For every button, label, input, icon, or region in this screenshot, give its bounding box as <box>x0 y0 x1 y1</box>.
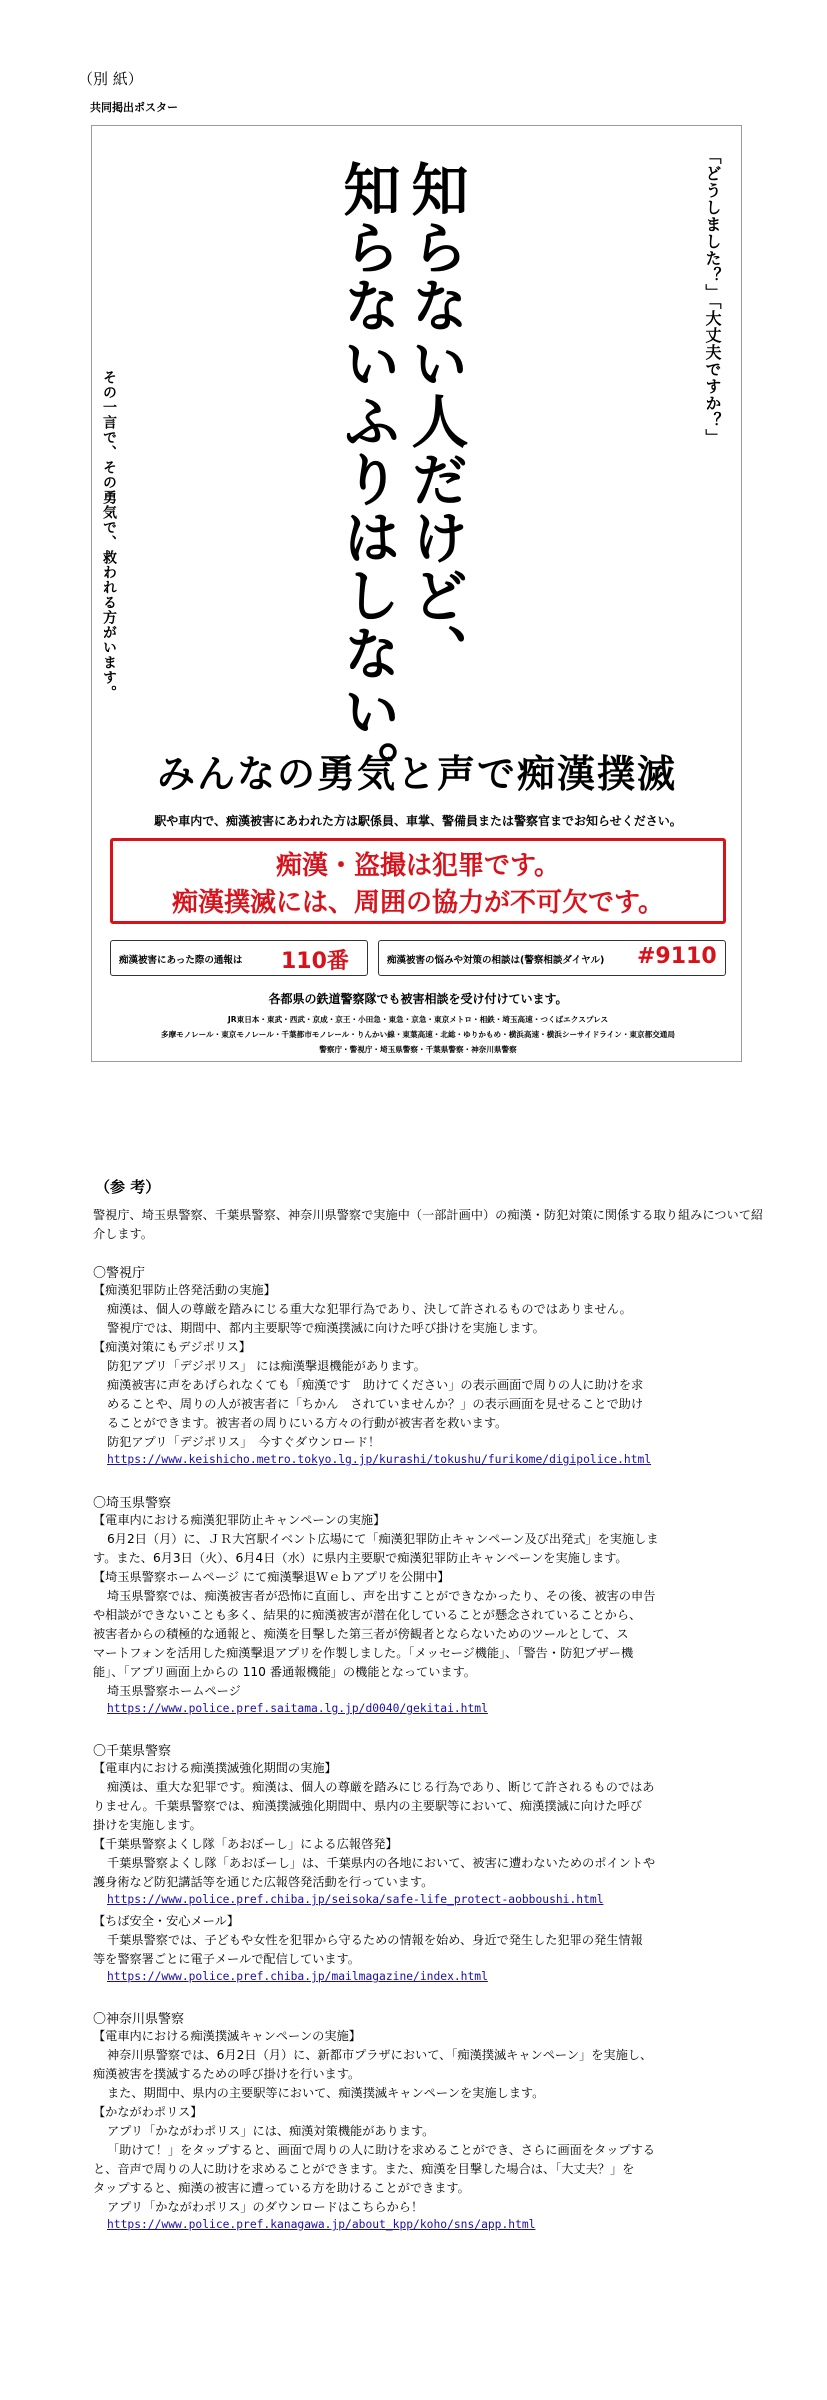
section-keishicho-title: 〇警視庁 <box>93 1266 146 1281</box>
saitama-line: 【埼玉県警察ホームページ にて痴漢撃退Ｗｅｂアプリを公開中】 <box>93 1570 450 1584</box>
keishicho-line: 防犯アプリ「デジポリス」 には痴漢撃退機能があります。 <box>107 1359 426 1373</box>
kanagawa-link[interactable]: https://www.police.pref.kanagawa.jp/about_kpp/koho/sns/app.html <box>107 2218 536 2231</box>
rail-companies-line-1: JR東日本・東武・西武・京成・京王・小田急・東急・京急・東京メトロ・相鉄・埼玉高速・つくばエクスプレス <box>227 1015 609 1024</box>
chiba-line: 痴漢は、重大な犯罪です。痴漢は、個人の尊厳を踏みにじる行為であり、断じて許されるものではあ <box>107 1780 655 1794</box>
chiba-aoboushi-link[interactable]: https://www.police.pref.chiba.jp/seisoka/safe-life_protect-aobboushi.html <box>107 1893 604 1906</box>
kanagawa-line: アプリ「かながわポリス」のダウンロードはこちらから！ <box>107 2200 424 2214</box>
chiba-line: 等を警察署ごとに電子メールで配信しています。 <box>93 1952 360 1966</box>
kanagawa-line: 【かながわポリス】 <box>93 2105 203 2119</box>
poster-sub-text: 駅や車内で、痴漢被害にあわれた方は駅係員、車掌、警備員または警察官までお知らせください。 <box>154 814 682 828</box>
saitama-line: 【電車内における痴漢犯罪防止キャンペーンの実施】 <box>93 1513 386 1527</box>
crime-warning-line-2: 痴漢撲滅には、周囲の協力が不可欠です。 <box>172 888 664 918</box>
keishicho-line: 防犯アプリ「デジポリス」 今すぐダウンロード！ <box>107 1435 381 1449</box>
poster-right-quote: 「どうしました？」「大丈夫ですか？」 <box>703 148 722 446</box>
headline-line-2: 知らないふりはしない。 <box>334 160 400 798</box>
keishicho-line: めることや、周りの人が被害者に「ちかん されていませんか？」の表示画面を見せることで助け <box>107 1397 644 1411</box>
chiba-line: 千葉県警察では、子どもや女性を犯罪から守るための情報を始め、身近で発生した犯罪の発生情報 <box>107 1933 643 1947</box>
chiba-line: 掛けを実施します。 <box>93 1818 202 1832</box>
consult-9110-box <box>378 940 726 976</box>
chiba-line: 【ちば安全・安心メール】 <box>93 1914 240 1928</box>
poster-left-copy: その一言で、その勇気で、救われる方がいます。 <box>101 370 117 700</box>
saitama-line: 6月2日（月）に、ＪＲ大宮駅イベント広場にて「痴漢犯罪防止キャンペーン及び出発式」を実施しま <box>107 1532 659 1546</box>
kanagawa-line: 神奈川県警察では、6月2日（月）に、新都市プラザにおいて、「痴漢撲滅キャンペーン」を実施し、 <box>107 2048 653 2062</box>
kanagawa-line: タップすると、痴漢の被害に遭っている方を助けることができます。 <box>93 2181 470 2195</box>
kanagawa-line: 【電車内における痴漢撲滅キャンペーンの実施】 <box>93 2029 361 2043</box>
reference-title: （参 考） <box>95 1178 161 1196</box>
poster-headline <box>333 160 469 798</box>
attachment-label: （別 紙） <box>78 70 143 88</box>
kanagawa-line: アプリ「かながわポリス」には、痴漢対策機能があります。 <box>107 2124 435 2138</box>
kanagawa-line: 痴漢被害を撲滅するための呼び掛けを行います。 <box>93 2067 361 2081</box>
kanagawa-line: また、期間中、県内の主要駅等において、痴漢撲滅キャンペーンを実施します。 <box>107 2086 545 2100</box>
crime-warning-line-1: 痴漢・盗撮は犯罪です。 <box>276 851 560 881</box>
keishicho-link[interactable]: https://www.keishicho.metro.tokyo.lg.jp/kurashi/tokushu/furikome/digipolice.html <box>107 1453 652 1466</box>
section-saitama-title: 〇埼玉県警察 <box>93 1496 172 1511</box>
section-kanagawa-title: 〇神奈川県警察 <box>93 2012 185 2027</box>
saitama-line: 埼玉県警察ホームページ <box>107 1684 241 1698</box>
saitama-line: す。また、6月3日（火）、6月4日（水）に県内主要駅で痴漢犯罪防止キャンペーンを実施します。 <box>93 1551 628 1565</box>
chiba-line: 【電車内における痴漢撲滅強化期間の実施】 <box>93 1761 337 1775</box>
keishicho-line: 痴漢は、個人の尊厳を踏みにじる重大な犯罪行為であり、決して許されるものではありません。 <box>107 1302 632 1316</box>
consult-label: 痴漢被害の悩みや対策の相談は(警察相談ダイヤル) <box>387 955 605 966</box>
rail-companies-line-3: 警察庁・警視庁・埼玉県警察・千葉県警察・神奈川県警察 <box>319 1045 517 1054</box>
keishicho-line: 【痴漢犯罪防止啓発活動の実施】 <box>93 1283 276 1297</box>
chiba-line: りません。千葉県警察では、痴漢撲滅強化期間中、県内の主要駅等において、痴漢撲滅に向けた呼び <box>93 1799 642 1813</box>
chiba-line: 【千葉県警察よくし隊「あおぼーし」による広報啓発】 <box>93 1837 398 1851</box>
headline-line-1: 知らない人だけど、 <box>402 160 468 682</box>
saitama-line: 能」、「アプリ画面上からの 110 番通報機能」の機能となっています。 <box>93 1665 476 1679</box>
poster-slogan: みんなの勇気と声で痴漢撲滅 <box>156 752 677 796</box>
chiba-line: 護身術など防犯講話等を通じた広報啓発活動を行っています。 <box>93 1875 434 1889</box>
keishicho-line: 【痴漢対策にもデジポリス】 <box>93 1340 251 1354</box>
kanagawa-line: 「助けて！」をタップすると、画面で周りの人に助けを求めることができ、さらに画面をタップする <box>107 2143 655 2157</box>
railway-police-note: 各都県の鉄道警察隊でも被害相談を受け付けています。 <box>268 992 568 1006</box>
reference-intro: 警視庁、埼玉県警察、千葉県警察、神奈川県警察で実施中（一部計画中）の痴漢・防犯対策に関係する取り組みについて紹介します。 <box>93 1208 764 1241</box>
saitama-line: や相談ができないことも多く、結果的に痴漢被害が潜在化していることが懸念されていることから、 <box>93 1608 642 1622</box>
keishicho-line: ることができます。被害者の周りにいる方々の行動が被害者を救います。 <box>107 1416 508 1430</box>
kanagawa-line: と、音声で周りの人に助けを求めることができます。また、痴漢を目撃した場合は、「大丈夫？」を <box>93 2162 635 2176</box>
chiba-line: 千葉県警察よくし隊「あおぼーし」は、千葉県内の各地において、被害に遭わないためのポイントや <box>107 1856 656 1870</box>
keishicho-line: 痴漢被害に声をあげられなくても「痴漢です 助けてください」の表示画面で周りの人に助けを求 <box>107 1378 644 1392</box>
report-label: 痴漢被害にあった際の通報は <box>119 955 243 966</box>
poster-subtitle: 共同掲出ポスター <box>90 101 178 114</box>
consult-number: #9110 <box>637 944 717 969</box>
report-110-box <box>110 940 368 976</box>
keishicho-line: 警視庁では、期間中、都内主要駅等で痴漢撲滅に向けた呼び掛けを実施します。 <box>107 1321 545 1335</box>
section-chiba-title: 〇千葉県警察 <box>93 1744 172 1759</box>
saitama-link[interactable]: https://www.police.pref.saitama.lg.jp/d0040/gekitai.html <box>107 1702 488 1715</box>
report-number: 110番 <box>281 949 349 974</box>
rail-companies-line-2: 多摩モノレール・東京モノレール・千葉都市モノレール・りんかい線・東葉高速・北総・ゆりかもめ・横浜高速・横浜シーサイドライン・東京都交通局 <box>160 1030 675 1039</box>
saitama-line: マートフォンを活用した痴漢撃退アプリを作製しました。「メッセージ機能」、「警告・防犯ブザー機 <box>93 1646 634 1660</box>
chiba-mail-link[interactable]: https://www.police.pref.chiba.jp/mailmagazine/index.html <box>107 1970 488 1983</box>
saitama-line: 埼玉県警察では、痴漢被害者が恐怖に直面し、声を出すことができなかったり、その後、被害の申告 <box>107 1589 656 1603</box>
saitama-line: 被害者からの積極的な通報と、痴漢を目撃した第三者が傍観者とならないためのツールとして、ス <box>93 1627 629 1641</box>
